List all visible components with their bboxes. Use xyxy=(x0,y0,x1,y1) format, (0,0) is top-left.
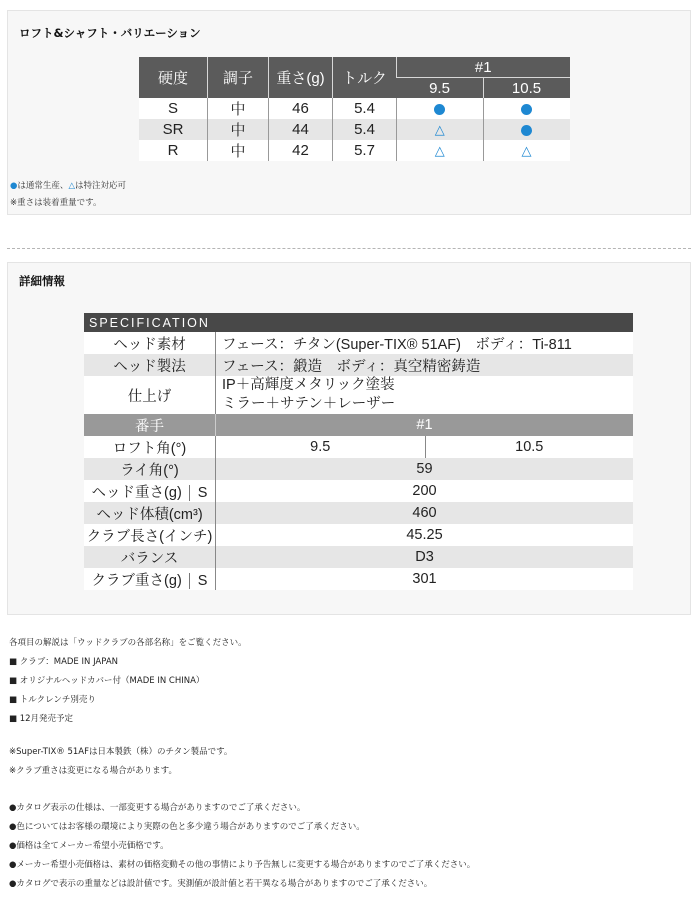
loft-shaft-panel xyxy=(7,10,691,215)
special-order-triangle-icon: △ xyxy=(434,143,445,158)
spec-label: ロフト角(°) xyxy=(84,436,216,458)
spec-row-head-material xyxy=(84,332,633,354)
loft-row-s xyxy=(139,98,570,119)
spec-row-loft xyxy=(84,436,633,458)
section-divider xyxy=(7,248,691,249)
spec-label: クラブ重さ(g) S xyxy=(84,568,216,590)
torque-cell: 5.7 xyxy=(333,140,397,161)
weight-cell: 46 xyxy=(269,98,333,119)
footer-note: ※クラブ重さは変更になる場合があります。 xyxy=(9,766,177,776)
availability-legend: ●は通常生産、△は特注対応可 xyxy=(10,181,126,191)
spec-value: #1 xyxy=(216,414,634,436)
spec-row-head-method xyxy=(84,354,633,376)
spec-header: SPECIFICATION xyxy=(84,313,633,332)
hardness-header: 硬度 xyxy=(139,57,208,98)
availability-cell xyxy=(397,119,484,140)
weight-header: 重さ(g) xyxy=(269,57,333,98)
availability-cell xyxy=(483,98,570,119)
spec-label: ヘッド重さ(g) S xyxy=(84,480,216,502)
footer-note: ■ クラブ：MADE IN JAPAN xyxy=(9,657,118,667)
spec-value: 9.5 xyxy=(216,436,426,458)
spec-row-balance xyxy=(84,546,633,568)
standard-production-dot-icon xyxy=(521,104,532,115)
spec-value: 301 xyxy=(216,568,634,590)
footer-note: ●色についてはお客様の環境により実際の色と多少違う場合がありますのでご了承ください。 xyxy=(9,822,365,832)
hardness-cell: R xyxy=(139,140,208,161)
finish-line-1: IP＋高輝度メタリック塗装 xyxy=(222,377,395,393)
loft-row-r xyxy=(139,140,570,161)
spec-value: 59 xyxy=(216,458,634,480)
legend-triangle-icon: △ xyxy=(68,181,75,191)
tone-cell: 中 xyxy=(208,119,269,140)
standard-production-dot-icon xyxy=(521,125,532,136)
spec-label: 仕上げ xyxy=(84,376,216,414)
availability-cell xyxy=(483,140,570,161)
number-header: #1 xyxy=(397,57,570,78)
availability-cell xyxy=(397,98,484,119)
availability-cell xyxy=(483,119,570,140)
spec-row-head-volume xyxy=(84,502,633,524)
loft-10-5-header: 10.5 xyxy=(483,78,570,99)
spec-value: フェース：鍛造 ボディ：真空精密鋳造 xyxy=(216,354,634,376)
torque-header: トルク xyxy=(333,57,397,98)
spec-value: D3 xyxy=(216,546,634,568)
footer-note: ※Super-TIX® 51AFは日本製鉄（株）のチタン製品です。 xyxy=(9,747,233,757)
loft-row-sr xyxy=(139,119,570,140)
hardness-cell: S xyxy=(139,98,208,119)
spec-label: バランス xyxy=(84,546,216,568)
finish-line-2: ミラー＋サテン＋レーザー xyxy=(222,396,396,412)
footer-note: ■ 12月発売予定 xyxy=(9,714,74,724)
spec-label: ヘッド素材 xyxy=(84,332,216,354)
torque-cell: 5.4 xyxy=(333,119,397,140)
special-order-triangle-icon: △ xyxy=(521,143,532,158)
weight-note: ※重さは装着重量です。 xyxy=(10,198,102,208)
loft-9-5-header: 9.5 xyxy=(397,78,484,99)
footer-note: ■ オリジナルヘッドカバー付（MADE IN CHINA） xyxy=(9,676,205,686)
weight-cell: 42 xyxy=(269,140,333,161)
spec-value: フェース：チタン(Super-TIX® 51AF) ボディ：Ti-811 xyxy=(216,332,634,354)
tone-header: 調子 xyxy=(208,57,269,98)
torque-cell: 5.4 xyxy=(333,98,397,119)
standard-production-dot-icon xyxy=(434,104,445,115)
spec-row-lie xyxy=(84,458,633,480)
special-order-triangle-icon: △ xyxy=(434,122,445,137)
spec-label: クラブ長さ(インチ) xyxy=(84,524,216,546)
spec-label: 番手 xyxy=(84,414,216,436)
spec-value: 10.5 xyxy=(425,436,633,458)
footer-note: 各項目の解説は「ウッドクラブの各部名称」をご覧ください。 xyxy=(9,638,247,648)
spec-value xyxy=(216,376,634,414)
legend-dot-icon: ● xyxy=(10,181,18,191)
spec-label: ヘッド製法 xyxy=(84,354,216,376)
footer-note: ●メーカー希望小売価格は、素材の価格変動その他の事情により予告無しに変更する場合がありますのでご了承ください。 xyxy=(9,860,476,870)
footer-note: ●カタログ表示の仕様は、一部変更する場合がありますのでご了承ください。 xyxy=(9,803,306,813)
tone-cell: 中 xyxy=(208,140,269,161)
spec-label: ライ角(°) xyxy=(84,458,216,480)
spec-value: 45.25 xyxy=(216,524,634,546)
loft-section-title: ロフト&シャフト・バリエーション xyxy=(19,26,201,40)
footer-note: ●価格は全てメーカー希望小売価格です。 xyxy=(9,841,169,851)
spec-value: 460 xyxy=(216,502,634,524)
weight-cell: 44 xyxy=(269,119,333,140)
spec-row-club-weight xyxy=(84,568,633,590)
spec-value: 200 xyxy=(216,480,634,502)
tone-cell: 中 xyxy=(208,98,269,119)
footer-note: ■ トルクレンチ別売り xyxy=(9,695,96,705)
spec-label: ヘッド体積(cm³) xyxy=(84,502,216,524)
availability-cell xyxy=(397,140,484,161)
loft-table xyxy=(139,57,570,161)
spec-row-head-weight xyxy=(84,480,633,502)
detail-section-title: 詳細情報 xyxy=(19,274,65,288)
spec-row-club-length xyxy=(84,524,633,546)
spec-row-number xyxy=(84,414,633,436)
spec-row-finish xyxy=(84,376,633,414)
detail-panel xyxy=(7,262,691,615)
footer-note: ●カタログで表示の重量などは設計値です。実測値が設計値と若干異なる場合がありますのでご了承ください。 xyxy=(9,879,433,889)
hardness-cell: SR xyxy=(139,119,208,140)
spec-table xyxy=(84,313,633,590)
